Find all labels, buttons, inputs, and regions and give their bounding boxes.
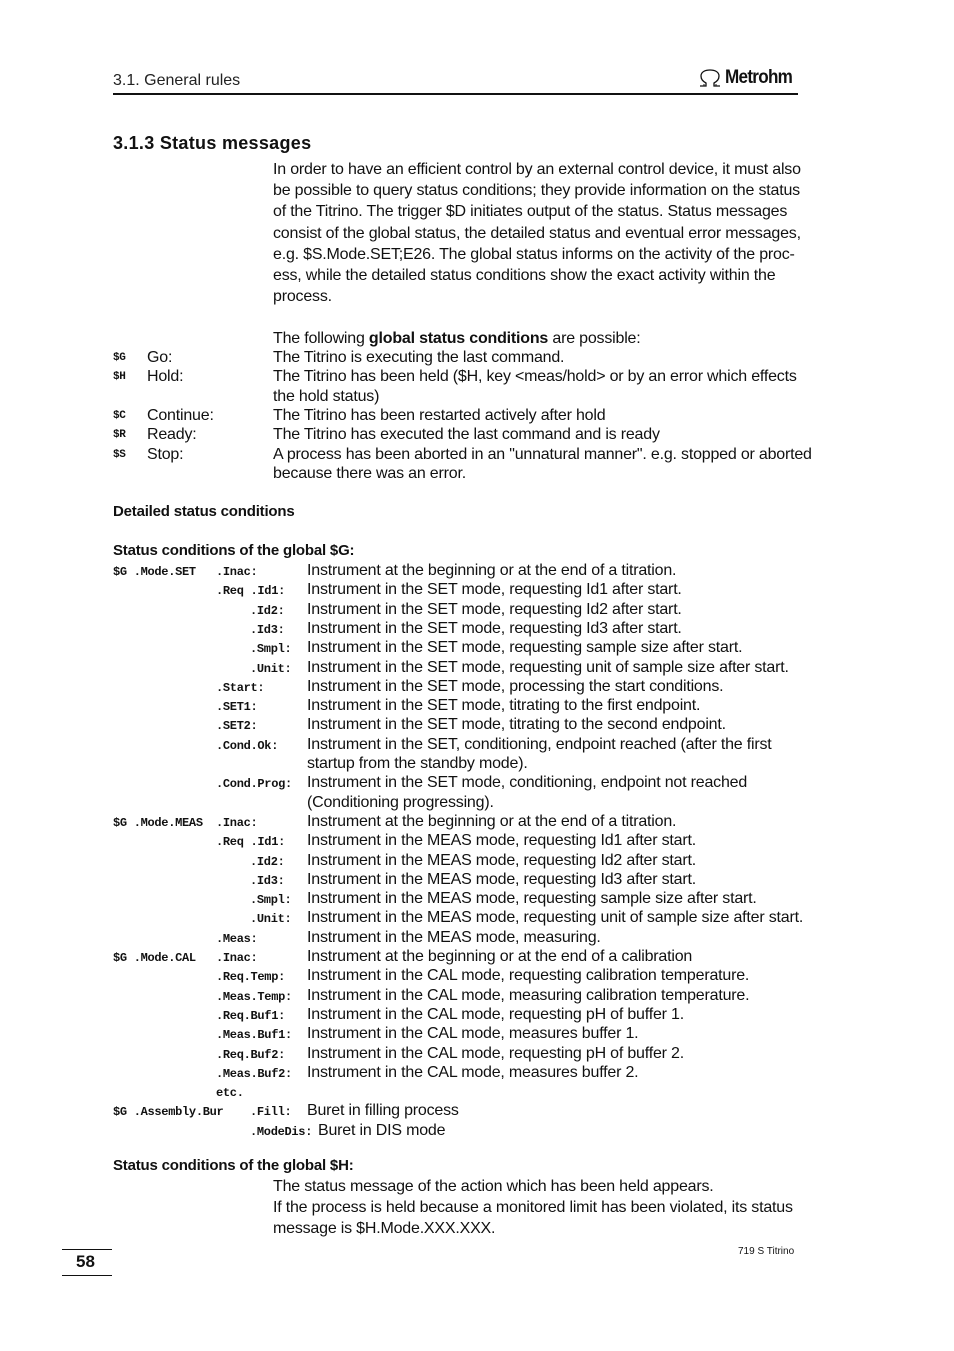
g-desc: startup from the standby mode).: [307, 755, 528, 772]
g-desc: Instrument in the SET, conditioning, endpoint reached (after the first: [307, 735, 772, 753]
g-key: .Inac:: [216, 815, 258, 830]
h-heading: Status conditions of the global $H:: [113, 1157, 354, 1174]
g-key: .Cond.Ok:: [216, 738, 279, 753]
g-key: .SET1:: [216, 700, 258, 715]
global-code: $C: [113, 409, 126, 422]
intro-line: consist of the global status, the detailed status and eventual error messages,: [273, 224, 801, 242]
g-desc: Instrument in the MEAS mode, requesting Id1 after start.: [307, 832, 696, 850]
g-key: .Req .Id1:: [216, 584, 286, 599]
g-key: .Id3:: [250, 873, 285, 888]
global-desc: The Titrino has been held ($H, key <meas/hold> or by an error which effects: [273, 368, 797, 386]
g-desc: Instrument at the beginning or at the end of a calibration: [307, 948, 693, 965]
footer-rule-bottom: [62, 1275, 112, 1276]
g-key: .Unit:: [250, 912, 292, 927]
intro-line: process.: [273, 288, 332, 306]
g-desc: Instrument in the CAL mode, measures buffer 1.: [307, 1025, 639, 1043]
section-heading: 3.1.3 Status messages: [113, 133, 312, 153]
g-desc: Instrument in the SET mode, requesting unit of sample size after start.: [307, 658, 789, 676]
g-key: .ModeDis:: [250, 1124, 313, 1139]
g-key: .Id3:: [250, 622, 285, 637]
g-key: .Unit:: [250, 661, 292, 676]
global-intro-bold: global status conditions: [368, 330, 549, 347]
global-name: Hold:: [147, 368, 184, 386]
g-desc: Instrument in the CAL mode, requesting calibration temperature.: [307, 967, 750, 985]
g-key: .Cond.Prog:: [216, 777, 292, 792]
brand-name: Metrohm: [725, 67, 793, 88]
g-key: .Meas.Temp:: [216, 989, 292, 1004]
g-heading: Status conditions of the global $G:: [113, 542, 355, 559]
g-desc: Instrument in the SET mode, conditioning, endpoint not reached: [307, 774, 748, 792]
global-code: $G: [113, 352, 126, 364]
header-section: 3.1. General rules: [113, 72, 241, 89]
footer-rule-top: [62, 1249, 112, 1250]
g-prefix: $G .Assembly.Bur: [113, 1105, 224, 1120]
global-desc: The Titrino has been restarted actively after hold: [273, 406, 606, 424]
g-key: .Meas.Buf2:: [216, 1066, 292, 1081]
g-key: .Id2:: [250, 854, 285, 869]
intro-line: be possible to query status conditions; they provide information on the status: [273, 182, 800, 200]
g-desc: Buret in DIS mode: [318, 1121, 446, 1139]
intro-line: of the Titrino. The trigger $D initiates output of the status. Status messages: [273, 203, 788, 221]
g-desc: Instrument in the SET mode, requesting Id3 after start.: [307, 619, 682, 637]
g-desc: Instrument in the MEAS mode, requesting sample size after start.: [307, 890, 757, 908]
g-desc: Instrument at the beginning or at the end of a titration.: [307, 812, 677, 830]
h-text: If the process is held because a monitored limit has been violated, its status: [273, 1199, 793, 1217]
g-desc: Instrument in the MEAS mode, requesting Id3 after start.: [307, 870, 696, 888]
g-prefix: $G .Mode.MEAS: [113, 815, 203, 830]
global-code: $R: [113, 429, 126, 442]
g-desc: Instrument in the SET mode, requesting Id1 after start.: [307, 581, 682, 599]
g-key: .Req.Temp:: [216, 970, 286, 985]
g-desc: Instrument at the beginning or at the end of a titration.: [307, 562, 677, 579]
g-desc: Instrument in the SET mode, titrating to the second endpoint.: [307, 716, 726, 734]
global-code: $H: [113, 371, 126, 384]
g-desc: Instrument in the MEAS mode, measuring.: [307, 928, 601, 946]
global-name: Go:: [147, 349, 173, 366]
metrohm-logo: [697, 67, 800, 89]
global-intro-post: are possible:: [548, 330, 641, 347]
global-name: Ready:: [147, 426, 197, 444]
footer-model: 719 S Titrino: [738, 1246, 795, 1257]
g-desc: Instrument in the SET mode, requesting sample size after start.: [307, 639, 743, 657]
g-key: .Start:: [216, 680, 265, 695]
page-number: 58: [76, 1252, 95, 1271]
intro-line: In order to have an efficient control by an external control device, it must also: [273, 161, 801, 178]
g-key: .Id2:: [250, 603, 285, 618]
g-prefix: $G .Mode.CAL: [113, 951, 196, 965]
g-desc: Instrument in the CAL mode, requesting pH of buffer 2.: [307, 1044, 684, 1062]
g-key: .Smpl:: [250, 893, 292, 908]
g-key: .Inac:: [216, 951, 258, 965]
g-desc: Instrument in the SET mode, processing the start conditions.: [307, 677, 724, 695]
g-key: .Inac:: [216, 565, 258, 579]
g-prefix: $G .Mode.SET: [113, 565, 196, 579]
g-key: .Req.Buf2:: [216, 1047, 286, 1062]
global-intro-pre: The following: [273, 330, 369, 347]
g-desc: Instrument in the SET mode, titrating to the first endpoint.: [307, 697, 701, 715]
g-desc: Buret in filling process: [307, 1102, 459, 1120]
global-code: $S: [113, 448, 126, 461]
g-key: .Fill:: [250, 1105, 292, 1120]
h-text: The status message of the action which has been held appears.: [273, 1178, 714, 1195]
g-desc: (Conditioning progressing).: [307, 793, 494, 811]
global-intro: [273, 330, 641, 348]
g-desc: Instrument in the SET mode, requesting Id2 after start.: [307, 600, 682, 618]
g-desc: Instrument in the CAL mode, measures buffer 2.: [307, 1063, 639, 1081]
g-desc: Instrument in the MEAS mode, requesting Id2 after start.: [307, 851, 696, 869]
global-desc: the hold status): [273, 387, 380, 405]
g-key: .Smpl:: [250, 642, 292, 657]
g-desc: Instrument in the CAL mode, measuring calibration temperature.: [307, 986, 750, 1004]
global-name: Stop:: [147, 445, 184, 463]
g-key: .Req .Id1:: [216, 835, 286, 850]
g-key: .SET2:: [216, 719, 258, 734]
g-key: .Req.Buf1:: [216, 1008, 286, 1023]
detailed-heading: Detailed status conditions: [113, 503, 295, 520]
global-desc: The Titrino is executing the last command.: [273, 349, 565, 366]
omega-icon: [697, 68, 723, 88]
g-key: .Meas:: [216, 931, 258, 946]
global-desc: The Titrino has executed the last command and is ready: [273, 426, 660, 444]
intro-line: ess, while the detailed status conditions show the exact activity within the: [273, 267, 776, 284]
global-name: Continue:: [147, 406, 214, 424]
g-key: etc.: [216, 1086, 244, 1101]
g-key: .Meas.Buf1:: [216, 1028, 292, 1043]
global-desc: A process has been aborted in an "unnatural manner". e.g. stopped or aborted: [273, 445, 812, 463]
g-desc: Instrument in the MEAS mode, requesting unit of sample size after start.: [307, 909, 804, 927]
header-rule: [113, 93, 798, 95]
g-desc: Instrument in the CAL mode, requesting pH of buffer 1.: [307, 1005, 684, 1023]
global-desc: because there was an error.: [273, 464, 466, 482]
h-text: message is $H.Mode.XXX.XXX.: [273, 1220, 496, 1238]
intro-line: e.g. $S.Mode.SET;E26. The global status informs on the activity of the proc-: [273, 245, 795, 263]
